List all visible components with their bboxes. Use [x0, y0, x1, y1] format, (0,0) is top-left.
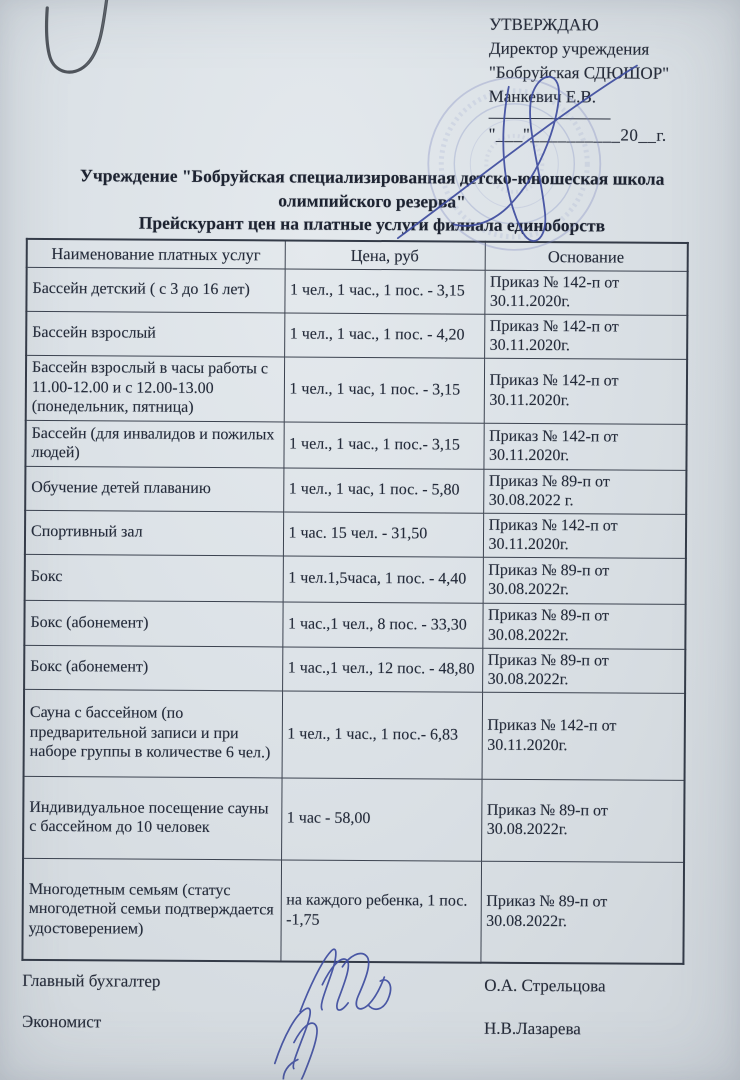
basis-cell: Приказ № 142-п от 30.11.2020г. [482, 692, 686, 780]
table-row [22, 858, 684, 964]
basis-cell: Приказ № 89-п от 30.08.2022г. [481, 779, 684, 862]
signatory-position: Экономист [21, 1011, 102, 1032]
basis-cell: Приказ № 142-п от 30.11.2020г. [484, 314, 687, 359]
price-cell: 1 час.,1 чел., 12 пос. - 48,80 [282, 646, 482, 691]
price-table [21, 238, 688, 965]
title-line-2: олимпийского резерва" [278, 189, 466, 212]
basis-cell: Приказ № 89-п от 30.08.2022г. [483, 557, 686, 604]
service-cell: Бокс (абонемент) [24, 600, 282, 647]
approval-heading: УТВЕРЖДАЮ [489, 14, 599, 35]
service-cell: Бокс [25, 554, 283, 602]
price-cell: 1 час.,1 чел., 8 пос. - 33,30 [282, 601, 482, 647]
approval-director-line: Директор учреждения [488, 38, 650, 59]
table-row [25, 510, 686, 558]
signatory-name: О.А. Стрельцова [484, 975, 606, 996]
approval-org-line: "Бобруйская СДЮШОР" [488, 62, 670, 83]
service-cell: Бассейн детский ( с 3 до 16 лет) [26, 267, 284, 313]
price-cell: 1 чел., 1 час., 1 пос.- 3,15 [283, 421, 483, 468]
table-row [26, 267, 687, 315]
table-row [24, 689, 686, 780]
basis-cell: Приказ № 142-п от 30.11.2020г. [483, 423, 686, 470]
price-cell: на каждого ребенка, 1 пос. -1,75 [280, 859, 481, 962]
service-cell: Бассейн (для инвалидов и пожилых людей) [25, 420, 283, 468]
service-cell: Обучение детей плаванию [25, 466, 283, 512]
basis-cell: Приказ № 89-п от 30.08.2022г. [482, 648, 685, 693]
service-cell: Спортивный зал [25, 510, 283, 556]
basis-cell: Приказ № 142-п от 30.11.2020г. [484, 358, 687, 424]
table-row [26, 311, 687, 359]
table-header-row [27, 239, 688, 271]
basis-cell: Приказ № 142-п от 30.11.2020г. [484, 270, 687, 315]
table-row [26, 355, 687, 424]
price-cell: 1 чел., 1 час., 1 пос. - 4,20 [284, 312, 484, 357]
service-cell: Индивидуальное посещение сауны с бассейном до 10 человек [23, 776, 281, 860]
col-header-basis: Основание [485, 242, 688, 271]
service-cell: Бассейн взрослый в часы работы с 11.00-12.00 и с 12.00-13.00 (понедельник, пятница) [26, 355, 284, 422]
price-cell: 1 чел.1,5часа, 1 пос. - 4,40 [283, 555, 483, 602]
service-cell: Бассейн взрослый [26, 311, 284, 357]
col-header-service: Наименование платных услуг [27, 239, 285, 269]
basis-cell: Приказ № 89-п от 30.08.2022г. [480, 861, 684, 964]
title-line-1: Учреждение "Бобруйская специализированная детско-юношеская школа [79, 165, 665, 189]
service-cell: Бокс (абонемент) [24, 645, 282, 691]
approval-name-line: Манкевич Е.В. [488, 86, 597, 107]
basis-cell: Приказ № 89-п от 30.08.2022 г. [483, 469, 686, 514]
col-header-price: Цена, руб [285, 240, 485, 269]
service-cell: Многодетным семьям (статус многодетной семьи подтверждается удостоверением) [22, 858, 281, 962]
table-row [25, 554, 686, 604]
table-row [25, 420, 686, 470]
price-cell: 1 чел., 1 час, 1 пос. - 3,15 [284, 356, 484, 422]
price-cell: 1 чел., 1 час, 1 пос. - 5,80 [283, 467, 483, 512]
price-cell: 1 час. 15 чел. - 31,50 [283, 511, 483, 556]
price-cell: 1 час - 58,00 [281, 777, 481, 860]
approval-date-line: "___"__________20__г. [488, 124, 667, 145]
approval-block [488, 13, 699, 148]
service-cell: Сауна с бассейном (по предварительной записи и при наборе группы в количестве 6 чел.) [24, 689, 283, 778]
basis-cell: Приказ № 142-п от 30.11.2020г. [483, 513, 686, 558]
title-line-3: Прейскурант цен на платные услуги филиала единоборств [138, 212, 606, 236]
price-cell: 1 чел., 1 час., 1 пос. - 3,15 [284, 268, 484, 313]
document-title [2, 164, 740, 239]
paperclip-icon [46, 0, 107, 72]
signatory-position: Главный бухгалтер [22, 970, 161, 991]
price-cell: 1 чел., 1 час., 1 пос.- 6,83 [282, 690, 483, 778]
signatory-name: Н.В.Лазарева [483, 1018, 581, 1039]
basis-cell: Приказ № 89-п от 30.08.2022г. [482, 603, 685, 649]
table-row [24, 600, 685, 649]
table-row [25, 466, 686, 514]
economist-signature [275, 1008, 318, 1080]
signature-rule [489, 118, 611, 120]
table-row [24, 645, 685, 693]
table-row [23, 776, 684, 862]
